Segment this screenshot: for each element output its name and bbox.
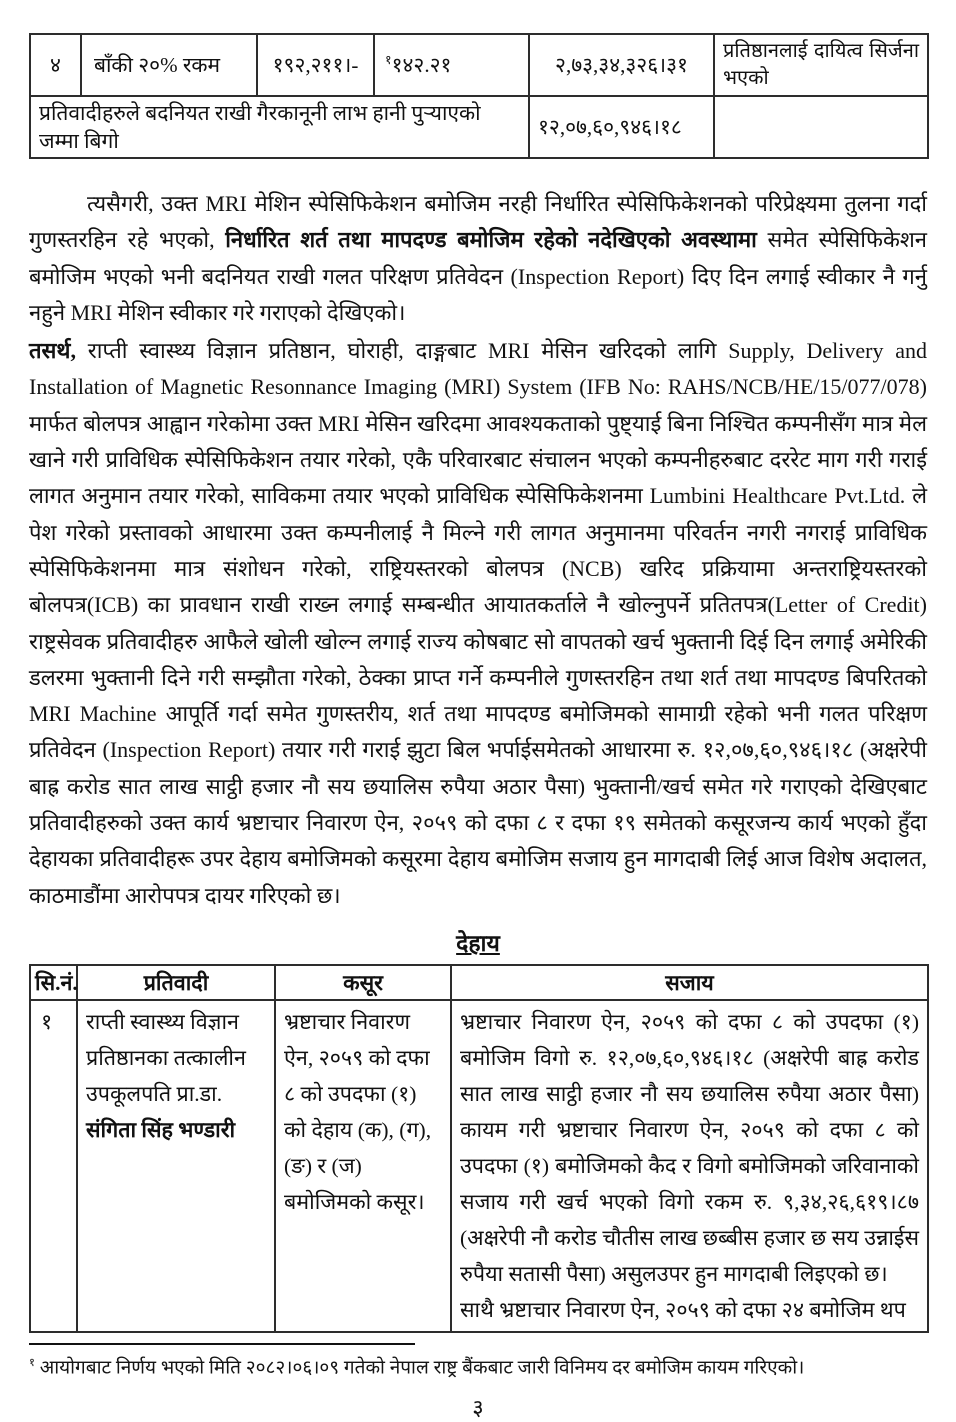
footnote-body: आयोगबाट निर्णय भएको मिति २०८२।०६।०९ गतेको नेपाल राष्ट्र बैंकबाट जारी विनिमय दर बमोजिम कायम गरिएको। (39, 1357, 805, 1379)
punishment-paragraph-2: साथै भ्रष्टाचार निवारण ऐन, २०५९ को दफा २४ बमोजिम थप (460, 1297, 906, 1322)
cell-offense: भ्रष्टाचार निवारण ऐन, २०५९ को दफा ८ को उपदफा (१) को देहाय (क), (ग), (ङ) र (ज) बमोजिमको कसूर। (275, 1000, 451, 1332)
heading-text: देहाय (456, 930, 500, 956)
cell-amount-npr: १९२,२११।- (257, 34, 374, 96)
cell-serial: १ (30, 1000, 77, 1332)
exchange-rate-value: १४२.२१ (391, 53, 452, 77)
header-defendant: प्रतिवादी (77, 965, 275, 1000)
cell-description: बाँकी २०% रकम (81, 34, 257, 96)
cell-punishment (451, 1000, 928, 1332)
paragraph-text: राप्ती स्वास्थ्य विज्ञान प्रतिष्ठान, घोराही, दाङ्गबाट MRI मेसिन खरिदको लागि Supply, Delivery and Installation of Magnetic Resonnance Imaging (MRI) System (IFB No: RAHS/NCB/HE/15/077/078) मार्फत बोलपत्र आह्वान गरेकोमा उक्त MRI मेसिन खरिदमा आवश्यकताको पुष्ट्याई बिना निश्चित कम्पनीसँग मात्र मेल खाने गरी प्राविधिक स्पेसिफिकेशन तयार गरेको, एकै परिवारबाट संचालन भएको कम्पनीहरुबाट दररेट माग गरी गराई लागत अनुमान तयार गरेको, साविकमा तयार भएको प्राविधिक स्पेसिफिकेशनमा Lumbini Healthcare Pvt.Ltd. ले पेश गरेको प्रस्तावको आधारमा उक्त कम्पनीलाई नै मिल्ने गरी लागत अनुमानमा परिवर्तन नगरी नगराई प्राविधिक स्पेसिफिकेशनमा मात्र संशोधन गरेको, राष्ट्रियस्तरको बोलपत्र (NCB) खरिद प्रक्रियामा अन्तराष्ट्रियस्तरको बोलपत्र(ICB) का प्रावधान राखी राख्न लगाई सम्बन्धीत आयातकर्ताले नै खोल्नुपर्ने प्रतितपत्र(Letter of Credit) राष्ट्रसेवक प्रतिवादीहरु आफैले खोली खोल्न लगाई राज्य कोषबाट सो वापतको खर्च भुक्तानी दिई दिन लगाई अमेरिकी डलरमा भुक्तानी दिने गरी सम्झौता गरेको, ठेक्का प्राप्त गर्ने कम्पनीले गुणस्तरहिन तथा शर्त तथा मापदण्ड बिपरितको MRI Machine आपूर्ति गर्दा समेत गुणस्तरीय, शर्त तथा मापदण्ड बमोजिमको सामाग्री रहेको भनी गलत परिक्षण प्रतिवेदन (Inspection Report) तयार गरी गराई झुटा बिल भर्पाईसमेतको आधारमा रु. १२,०७,६०,९४६।१८ (अक्षरेपी बाह्र करोड सात लाख साट्ठी हजार नौ सय छयालिस रुपैया अठार पैसा) भुक्तानी/खर्च समेत गरे गराएको देखिएबाट प्रतिवादीहरुको उक्त कार्य भ्रष्टाचार निवारण ऐन, २०५९ को दफा ८ र दफा १९ समेतको कसूरजन्य कार्य भएको हुँदा देहायका प्रतिवादीहरू उपर देहाय बमोजिमको कसूरमा देहाय बमोजिम सजाय हुन मागदाबी लिई आज विशेष अदालत, काठमाडौंमा आरोपपत्र दायर गरिएको छ। (29, 338, 927, 908)
paragraph-text: त्यसैगरी, उक्त MRI मेशिन स्पेसिफिकेशन बमोजिम नरही निर्धारित स्पेसिफिकेशनको परिप्रेक्ष्यमा तुलना गर्दा गुणस्तरहिन रहे भएको, (29, 191, 927, 253)
footnote-area (29, 1343, 927, 1380)
cell-empty (714, 96, 928, 158)
bolded-clause: निर्धारित शर्त तथा मापदण्ड बमोजिम रहेको नदेखिएको अवस्थामा (225, 227, 757, 253)
body-paragraph-1 (29, 186, 927, 331)
dehaya-table (29, 964, 929, 1333)
dehaya-row-1 (30, 1000, 928, 1332)
footnote-marker: १ (29, 1356, 35, 1369)
paragraph-text: समेत स्पेसिफिकेशन बमोजिम भएको भनी बदनियत राखी गलत परिक्षण प्रतिवेदन (Inspection Report) दिए दिन लगाई स्वीकार नै गर्नु नहुने MRI मेशिन स्वीकार गरे गराएको देखिएको। (29, 227, 928, 325)
header-serial: सि.नं. (30, 965, 77, 1000)
defendant-title: राप्ती स्वास्थ्य विज्ञान प्रतिष्ठानका तत्कालीन उपकूलपति प्रा.डा. (86, 1009, 246, 1106)
dehaya-header-row (30, 965, 928, 1000)
footnote-text (29, 1351, 927, 1380)
summary-total-row (30, 96, 928, 158)
footnote-divider (29, 1343, 415, 1345)
cell-exchange-rate (374, 34, 529, 96)
defendant-name: संगिता सिंह भण्डारी (86, 1117, 236, 1142)
dehaya-heading (29, 926, 927, 958)
header-offense: कसूर (275, 965, 451, 1000)
cell-total-label: प्रतिवादीहरुले बदनियत राखी गैरकानूनी लाभ हानी पुर्‍याएको जम्मा बिगो (30, 96, 529, 158)
cell-amount-total: २,७३,३४,३२६।३१ (529, 34, 714, 96)
summary-row-4 (30, 34, 928, 96)
paragraph-lead-word: तसर्थ, (29, 338, 76, 364)
cell-defendant (77, 1000, 275, 1332)
amount-summary-table (29, 33, 929, 159)
page-number: ३ (472, 1395, 484, 1421)
cell-total-value: १२,०७,६०,९४६।१८ (529, 96, 714, 158)
footnote-ref-marker: १ (385, 53, 392, 67)
header-punishment: सजाय (451, 965, 928, 1000)
cell-serial: ४ (30, 34, 81, 96)
body-paragraph-2 (29, 333, 927, 914)
punishment-paragraph-1: भ्रष्टाचार निवारण ऐन, २०५९ को दफा ८ को उपदफा (१) बमोजिम विगो रु. १२,०७,६०,९४६।१८ (अक्षरेपी बाह्र करोड सात लाख साट्ठी हजार नौ सय छयालिस रुपैया अठार पैसा) कायम गरी भ्रष्टाचार निवारण ऐन, २०५९ को दफा ८ को उपदफा (१) बमोजिमको कैद र विगो बमोजिमको जरिवानाको सजाय गरी खर्च भएको विगो रकम रु. ९,३४,२६,६१९।८७ (अक्षरेपी नौ करोड चौतीस लाख छब्बीस हजार छ सय उन्नाईस रुपैया सतासी पैसा) असुलउपर हुन मागदाबी लिइएको छ। (460, 1009, 919, 1286)
cell-remark: प्रतिष्ठानलाई दायित्व सिर्जना भएको (714, 34, 928, 96)
